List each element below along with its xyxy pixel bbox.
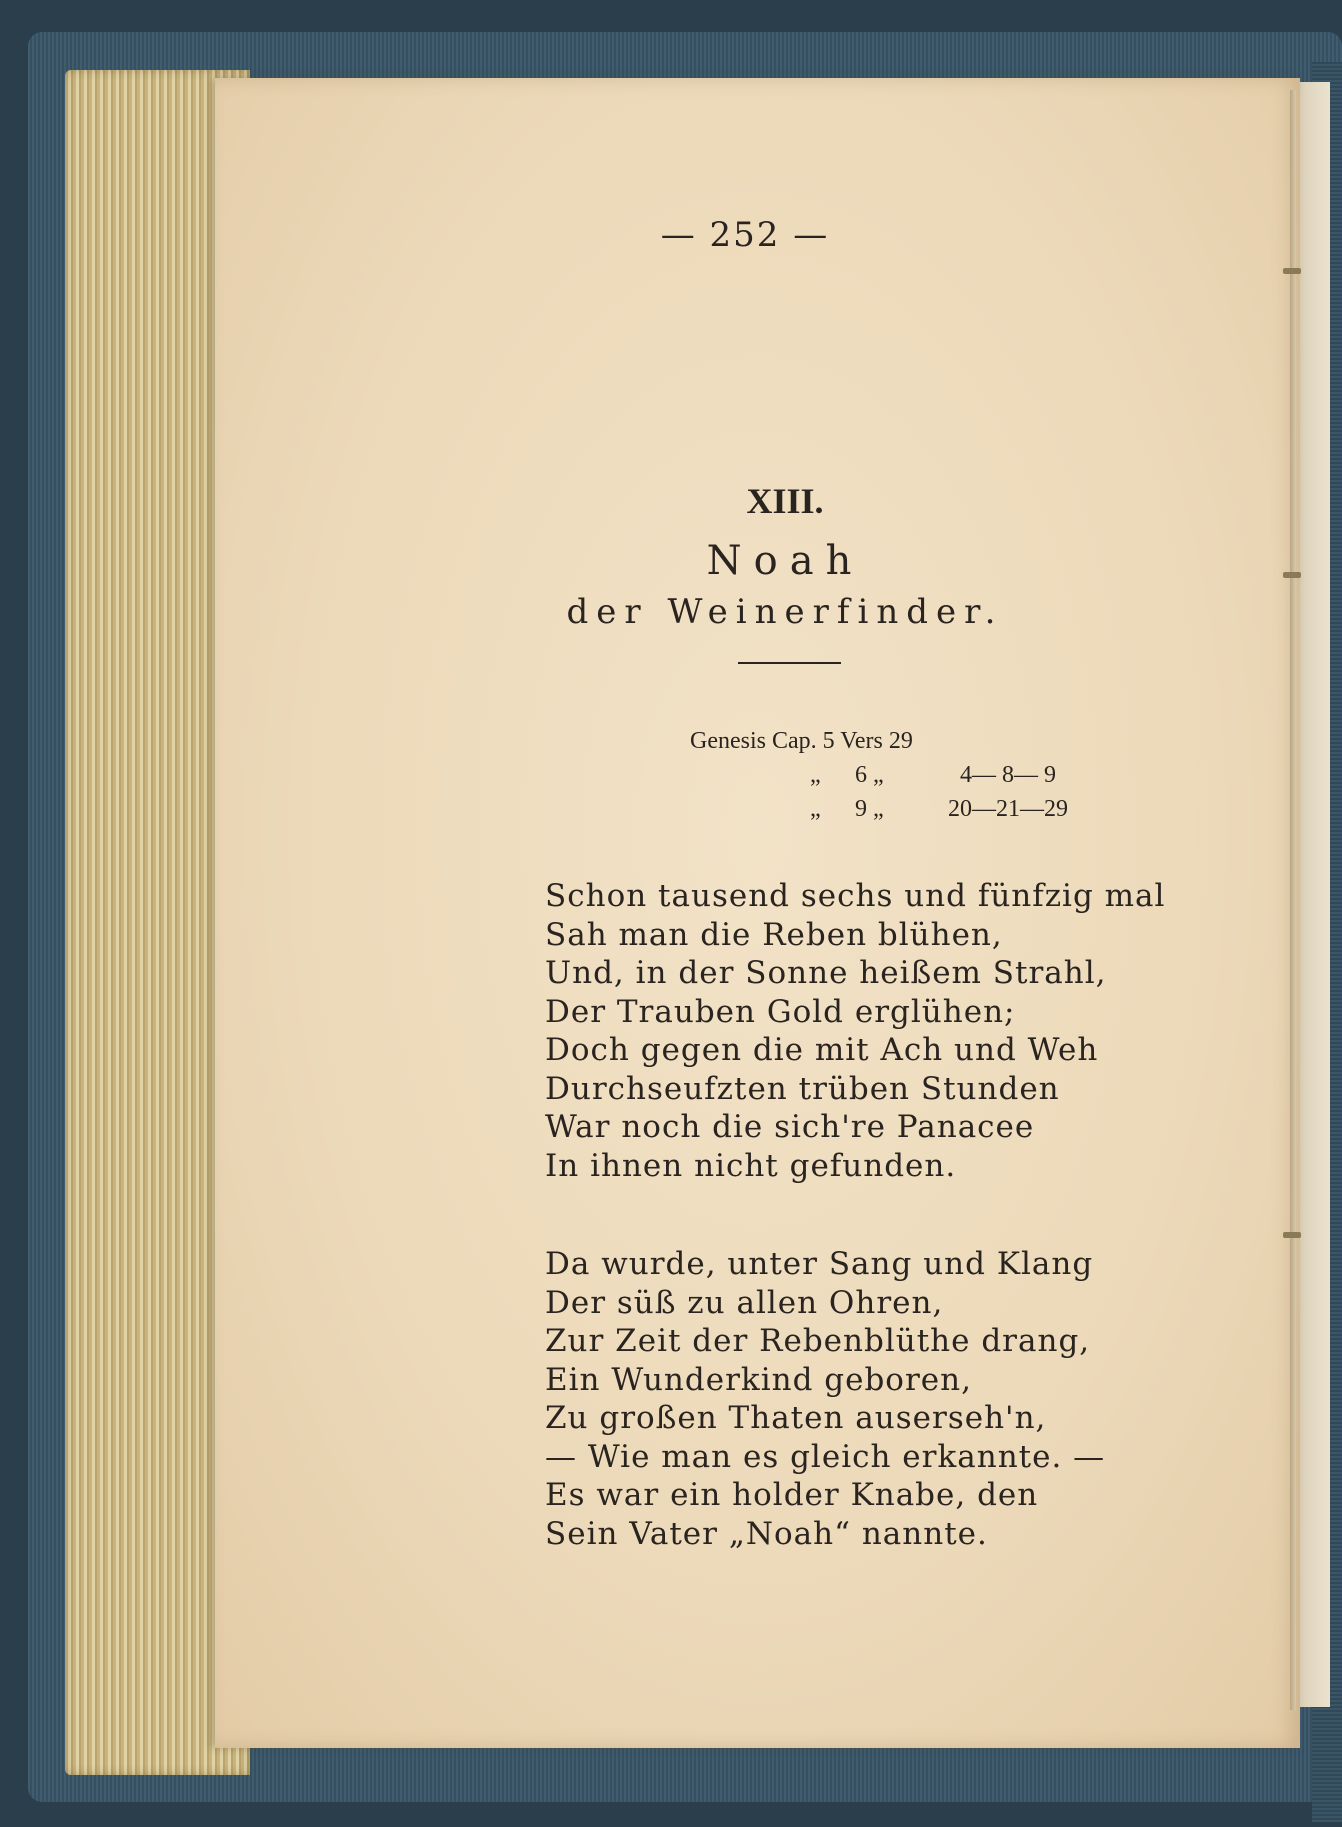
verse-line: Und, in der Sonne heißem Strahl, [545,955,1107,991]
verse-line: Sein Vater „Noah“ nannte. [545,1515,988,1552]
binding-stitch [1283,1232,1301,1238]
scripture-reference [690,728,1090,760]
reference-verses: 20—21—29 [948,796,1068,822]
chapter-number: XIII. [746,481,824,521]
verse-line: Sah man die Reben blühen, [545,916,1003,953]
binding-stitch [1283,268,1301,274]
reference-ditto: „ [810,796,821,822]
verse-line: In ihnen nicht gefunden. [545,1147,957,1184]
verse-line: Doch gegen die mit Ach und Weh [545,1032,1099,1068]
verse-line: Zu großen Thaten auserseh'n, [545,1400,1047,1436]
title-divider [738,662,841,664]
verse-line: Der süß zu allen Ohren, [545,1284,944,1321]
binding-stitch [1283,572,1301,578]
scripture-reference [690,762,1090,794]
scripture-reference [690,796,1090,828]
reference-chapter: 9 „ [855,796,884,822]
reference-book: Genesis Cap. 5 Vers 29 [690,728,913,754]
reference-chapter: 6 „ [855,762,884,788]
verse-line: Durchseufzten trüben Stunden [545,1070,1060,1107]
poem-subtitle: der Weinerfinder. [566,592,1004,632]
reference-verses: 4— 8— 9 [960,762,1056,788]
verse-line: — Wie man es gleich erkannte. — [545,1438,1106,1475]
verse-line: Der Trauben Gold erglühen; [545,993,1016,1030]
stanza-2 [545,1245,1105,1553]
poem-title: Noah [706,538,864,584]
stanza-1 [545,877,1166,1185]
page-number: — 252 — [660,215,830,255]
verse-line: Da wurde, unter Sang und Klang [545,1246,1094,1282]
verse-line: Es war ein holder Knabe, den [545,1477,1039,1513]
verse-line: Zur Zeit der Rebenblüthe drang, [545,1323,1091,1359]
verse-line: Schon tausend sechs und fünfzig mal [545,878,1166,914]
verse-line: Ein Wunderkind geboren, [545,1361,972,1398]
reference-ditto: „ [810,762,821,788]
page-gutter [1290,90,1296,1710]
verse-line: War noch die sich're Panacee [545,1109,1035,1145]
